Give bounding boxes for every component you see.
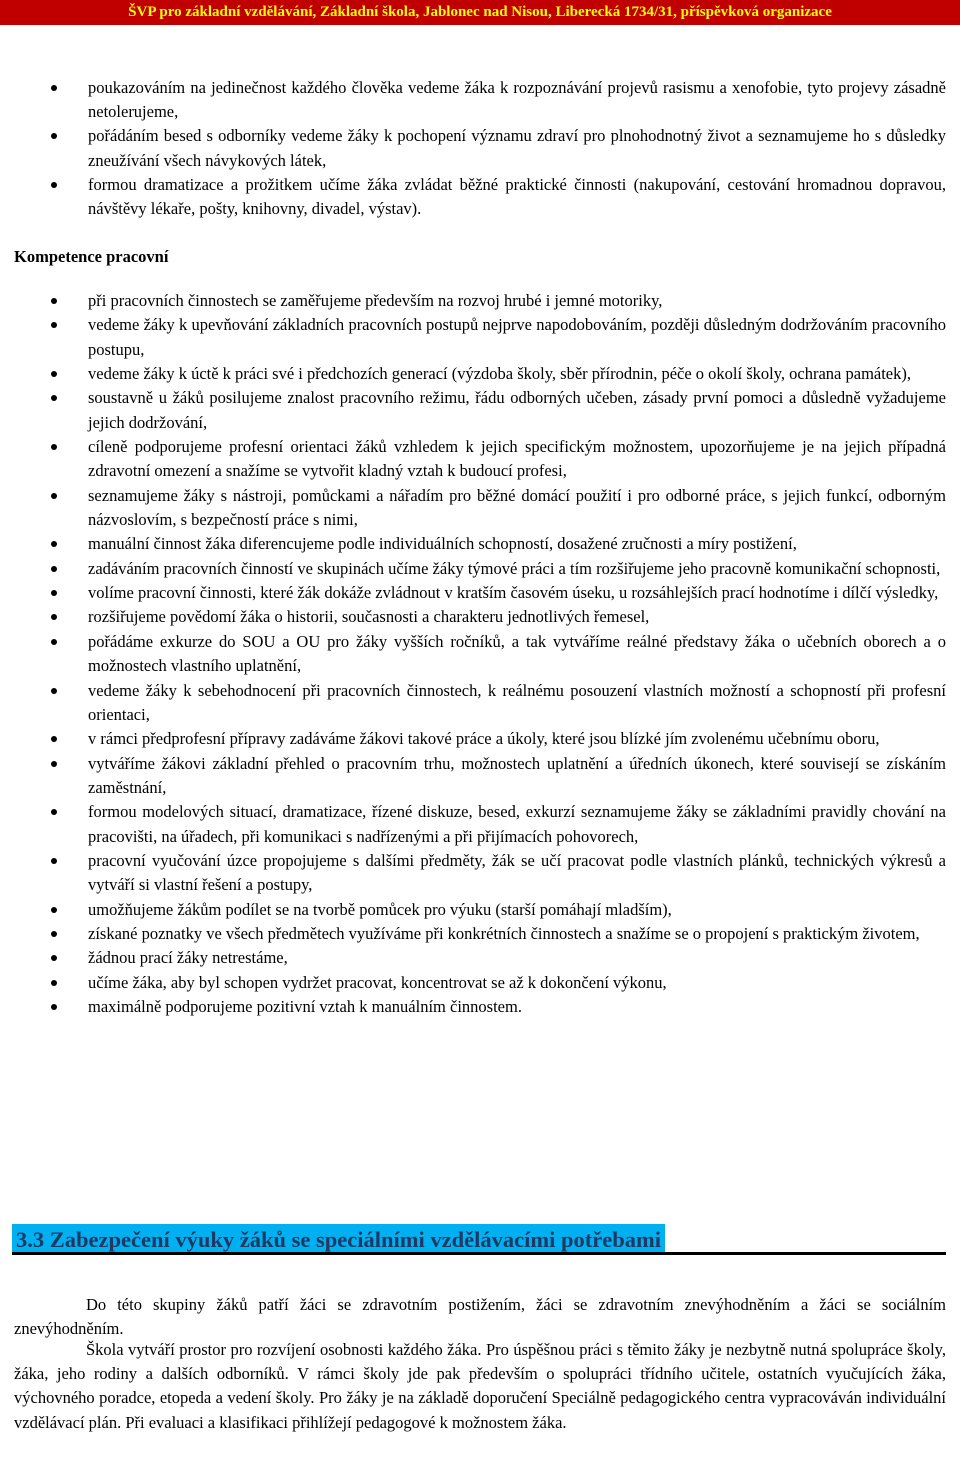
list-item-text: volíme pracovní činnosti, které žák dokáže zvládnout v kratším časovém úseku, u rozsáhlejších prací hodnotíme i dílčí výsledky, [88,583,939,603]
bullet-icon [51,85,57,91]
bullet-icon [51,395,57,401]
list-item-text: při pracovních činnostech se zaměřujeme především na rozvoj hrubé i jemné motoriky, [88,291,663,310]
list-item-text: poukazováním na jedinečnost každého člověka vedeme žáka k rozpoznávání projevů rasismu a xenofobie, tyto projevy zásadně netolerujeme, [88,78,946,122]
list-item [0,386,960,435]
list-item-text: vedeme žáky k úctě k práci své i předchozích generací (výzdoba školy, sběr přírodnin, péče o okolí školy, ochrana památek), [88,364,912,384]
bullet-icon [51,1004,57,1010]
bullet-icon [51,761,57,767]
bullet-icon [51,858,57,864]
list-item [0,946,960,970]
list-item [0,124,960,172]
list-item [0,581,960,605]
list-item-text: zadáváním pracovních činností ve skupinách učíme žáky týmové práci a tím rozšiřujeme jeho pracovně komunikační schopnosti, [88,558,941,578]
bullet-icon [51,639,57,645]
list-item [0,995,960,1019]
list-item-text: pracovní vyučování úzce propojujeme s dalšími předměty, žák se učí pracovat podle vlastních plánků, technických výkresů a vytváří si vlastní řešení a postupy, [88,850,946,895]
bullet-icon [51,907,57,913]
bullet-icon [51,322,57,328]
bullet-list-social [0,76,960,221]
list-item [0,484,960,533]
list-item [0,800,960,849]
bullet-icon [51,493,57,499]
paragraph: Do této skupiny žáků patří žáci se zdravotním postižením, žáci se zdravotním znevýhodněním a žáci se sociálním znevýhodněním. [14,1295,946,1339]
bullet-icon [51,931,57,937]
list-item-text: vedeme žáky k upevňování základních pracovních postupů nejprve napodobováním, později důsledným dodržováním pracovního postupu, [88,315,946,359]
list-item [0,922,960,946]
section-heading-kompetence-pracovni: Kompetence pracovní [14,247,169,266]
list-item [0,313,960,362]
list-item [0,557,960,581]
list-item-text: pořádáme exkurze do SOU a OU pro žáky vyšších ročníků, a tak vytváříme reálné představy žáka o učebních oborech a o možnostech vlastního uplatnění, [88,631,946,676]
list-item [0,362,960,386]
bullet-icon [51,182,57,188]
list-item-text: vedeme žáky k sebehodnocení při pracovních činnostech, k reálnému posouzení vlastních možností a schopností při profesní orientaci, [88,680,946,724]
section-title [12,1224,946,1255]
list-item-text: rozšiřujeme povědomí žáka o historii, současnosti a charakteru jednotlivých řemesel, [88,607,650,627]
list-item-text: vytváříme žákovi základní přehled o pracovním trhu, možnostech uplatnění a úředních úkonech, které souvisejí se získáním zaměstnání, [88,753,946,797]
bullet-icon [51,444,57,450]
list-item-text: učíme žáka, aby byl schopen vydržet pracovat, koncentrovat se až k dokončení výkonu, [88,972,667,992]
list-item-text: získané poznatky ve všech předmětech využíváme při konkrétních činnostech a snažíme se o propojení s praktickým životem, [88,923,920,943]
list-item [0,605,960,629]
list-item [0,630,960,679]
section-title-text: 3.3 Zabezpečení výuky žáků se speciálními vzdělávacími potřebami [12,1224,665,1252]
bullet-icon [51,736,57,742]
list-item-text: soustavně u žáků posilujeme znalost pracovního režimu, řádu odborných učeben, zásady první pomoci a důsledně vyžadujeme jejich dodržování, [88,388,946,432]
list-item-text: v rámci předprofesní přípravy zadáváme žákovi takové práce a úkoly, které jsou blízké jím zvolenému učebnímu oboru, [88,729,880,749]
list-item-text: cíleně podporujeme profesní orientaci žáků vzhledem k jejich specifickým možnostem, upozorňujeme je na jejich případná zdravotní omezení a snažíme se vytvořit kladný vztah k budoucí profesi, [88,437,946,481]
bullet-icon [51,980,57,986]
bullet-icon [51,566,57,572]
bullet-icon [51,541,57,547]
list-item [0,173,960,221]
bullet-icon [51,614,57,620]
bullet-icon [51,955,57,961]
bullet-icon [51,809,57,815]
list-item-text: maximálně podporujeme pozitivní vztah k manuálním činnostem. [88,996,522,1016]
page-header: ŠVP pro základní vzdělávání, Základní škola, Jablonec nad Nisou, Liberecká 1734/31, příspěvková organizace [0,0,960,25]
list-item-text: pořádáním besed s odborníky vedeme žáky k pochopení významu zdraví pro plnohodnotný život a seznamujeme ho s důsledky zneužívání všech návykových látek, [88,126,946,170]
list-item [0,898,960,922]
list-item [0,532,960,556]
list-item-text: formou modelových situací, dramatizace, řízené diskuze, besed, exkurzí seznamujeme žáky se základními pravidly chování na pracovišti, na úřadech, při komunikaci s nadřízenými a při přijímacích pohovorech, [88,802,946,846]
list-item [0,289,960,313]
bullet-icon [51,371,57,377]
list-item-text: žádnou prací žáky netrestáme, [88,948,288,968]
list-item-text: umožňujeme žákům podílet se na tvorbě pomůcek pro výuku (starší pomáhají mladším), [88,899,672,919]
list-item [0,727,960,751]
bullet-list-pracovni [0,289,960,1019]
bullet-icon [51,133,57,139]
list-item [0,971,960,995]
list-item [0,435,960,484]
paragraph: Škola vytváří prostor pro rozvíjení osobnosti každého žáka. Pro úspěšnou práci s těmito žáky je nezbytně nutná spolupráce školy, žáka, jeho rodiny a dalších odborníků. V rámci školy jde pak především o spolupráci třídního učitele, ostatních vyučujících žáka, výchovného poradce, etopeda a vedení školy. Pro žáky je na základě doporučení Speciálně pedagogického centra vypracováván individuální vzdělávací plán. Při evaluaci a klasifikaci přihlížejí pedagogové k možnostem žáka. [14,1340,946,1432]
list-item [0,679,960,728]
list-item-text: formou dramatizace a prožitkem učíme žáka zvládat běžné praktické činnosti (nakupování, cestování hromadnou dopravou, návštěvy lékaře, pošty, knihovny, divadel, výstav). [88,174,946,219]
list-item-text: seznamujeme žáky s nástroji, pomůckami a nářadím pro běžné domácí použití i pro odborné práce, s jejich funkcí, odborným názvoslovím, s bezpečností práce s nimi, [88,485,946,530]
bullet-icon [51,590,57,596]
list-item [0,76,960,124]
bullet-icon [51,688,57,694]
bullet-icon [51,298,57,304]
list-item [0,752,960,801]
list-item [0,849,960,898]
list-item-text: manuální činnost žáka diferencujeme podle individuálních schopností, dosažené zručnosti a míry postižení, [88,534,797,554]
